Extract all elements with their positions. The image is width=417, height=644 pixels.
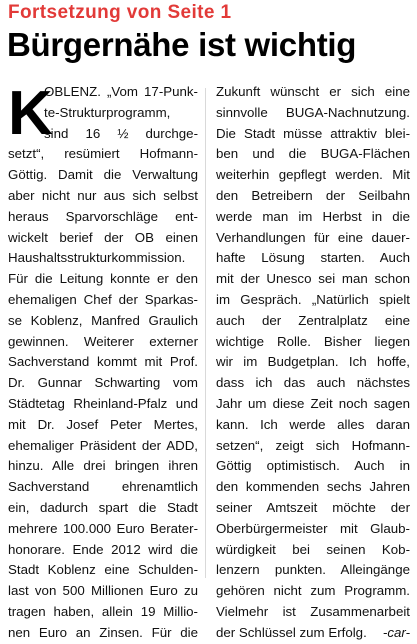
text-line: mehrere 100.000 Euro Berater- [8,520,198,536]
text-line: kann. Ich werde alles daran [216,416,410,432]
text-line: gehören nicht zum Programm. [216,583,410,599]
article-headline: Bürgernähe ist wichtig [7,26,357,63]
column-divider [205,88,206,578]
text-line: Vielmehr ist Zusammenarbeit [216,603,410,619]
continuation-kicker: Fortsetzung von Seite 1 [8,2,232,23]
text-line: OBLENZ. „Vom 17-Punk- [44,84,198,99]
text-line: mit Dr. Josef Peter Mertes, [8,416,198,432]
text-line: seiner Amtszeit möchte der [216,499,410,515]
text-line: tragen haben, allein 19 Millio- [8,603,198,619]
text-line: nen Euro an Zinsen. Für die [8,624,198,640]
text-line: lenzern punkten. Alleingänge [216,562,410,578]
closing-sentence: der Schlüssel zum Erfolg. [216,624,367,640]
text-line: Die Stadt müsse attraktiv blei- [216,125,410,141]
text-line: würdigkeit bei seinen Kob- [216,541,410,557]
text-line: honorare. Ende 2012 wird die [8,541,198,557]
text-line: weiterhin gepflegt werden. Mit [216,167,410,183]
text-line: Sachverstand ehrenamtlich [8,479,198,495]
text-line: im Gespräch. „Natürlich spielt [216,291,410,307]
text-line: ein, dadurch spart die Stadt [8,499,198,515]
text-line: hinzu. Alle drei bringen ihren [8,458,198,474]
text-line: sind 16 ½ durchge- [44,125,198,141]
text-line: gewinnen. Weiterer externer [8,333,198,349]
text-line: te-Strukturprogramm, [44,104,171,120]
text-line: wickelt berief der OB einen [8,229,198,245]
article-column-1 [8,79,198,644]
text-line: Zukunft wünscht er sich eine [216,84,410,99]
text-line: werde man im Herbst in die [216,208,410,224]
text-line: Dr. Gunnar Schwarting vom [8,375,198,391]
text-line: Jahr um diese Zeit noch sagen [216,395,410,411]
text-line: heraus Sparvorschläge ent- [8,208,198,224]
text-line: Verhandlungen für eine dauer- [216,229,410,245]
drop-cap: K [8,79,53,148]
text-line: hafte Lösung starten. Auch [216,250,410,266]
text-line: Stadt Koblenz eine Schulden- [8,562,198,578]
article-column-2 [216,82,410,644]
text-line: ben und die BUGA-Flächen [216,146,410,162]
text-line: aber nicht nur aus sich selbst [8,187,198,203]
text-line: den kommenden sechs Jahren [216,479,410,495]
text-line: sinnvolle BUGA-Nachnutzung. [216,104,410,120]
text-line: Städtetag Rheinland-Pfalz und [8,395,198,411]
text-line: setzt“, resümiert Hofmann- [8,146,198,162]
text-line: mit der Unesco sei man schon [216,271,410,287]
text-line: last von 500 Millionen Euro zu [8,583,198,599]
text-line: setzen“, zeigt sich Hofmann- [216,437,410,453]
text-line: Göttig. Damit die Verwaltung [8,167,198,183]
text-line: Oberbürgermeister mit Glaub- [216,520,410,536]
text-line: den Betreibern der Seilbahn [216,187,410,203]
text-line: Sachverstand kommt mit Prof. [8,354,198,370]
text-line-final [216,623,410,644]
text-line: Haushaltsstrukturkommission. [8,250,186,266]
text-line: auch der Zentralplatz eine [216,312,410,328]
text-line: dass ich das auch nächstes [216,375,410,391]
text-line: wir im Budgetplan. Ich hoffe, [216,354,410,370]
text-line: Für die Leitung konnte er den [8,271,198,287]
text-line: ehemaliger Präsident der ADD, [8,437,198,453]
text-line: wichtige Rolle. Bisher liegen [216,333,410,349]
text-line: se Koblenz, Manfred Graulich [8,312,198,328]
text-line: Göttig optimistisch. Auch in [216,458,410,474]
author-signature: -car- [382,624,410,640]
text-line: ehemaligen Chef der Sparkas- [8,291,198,307]
